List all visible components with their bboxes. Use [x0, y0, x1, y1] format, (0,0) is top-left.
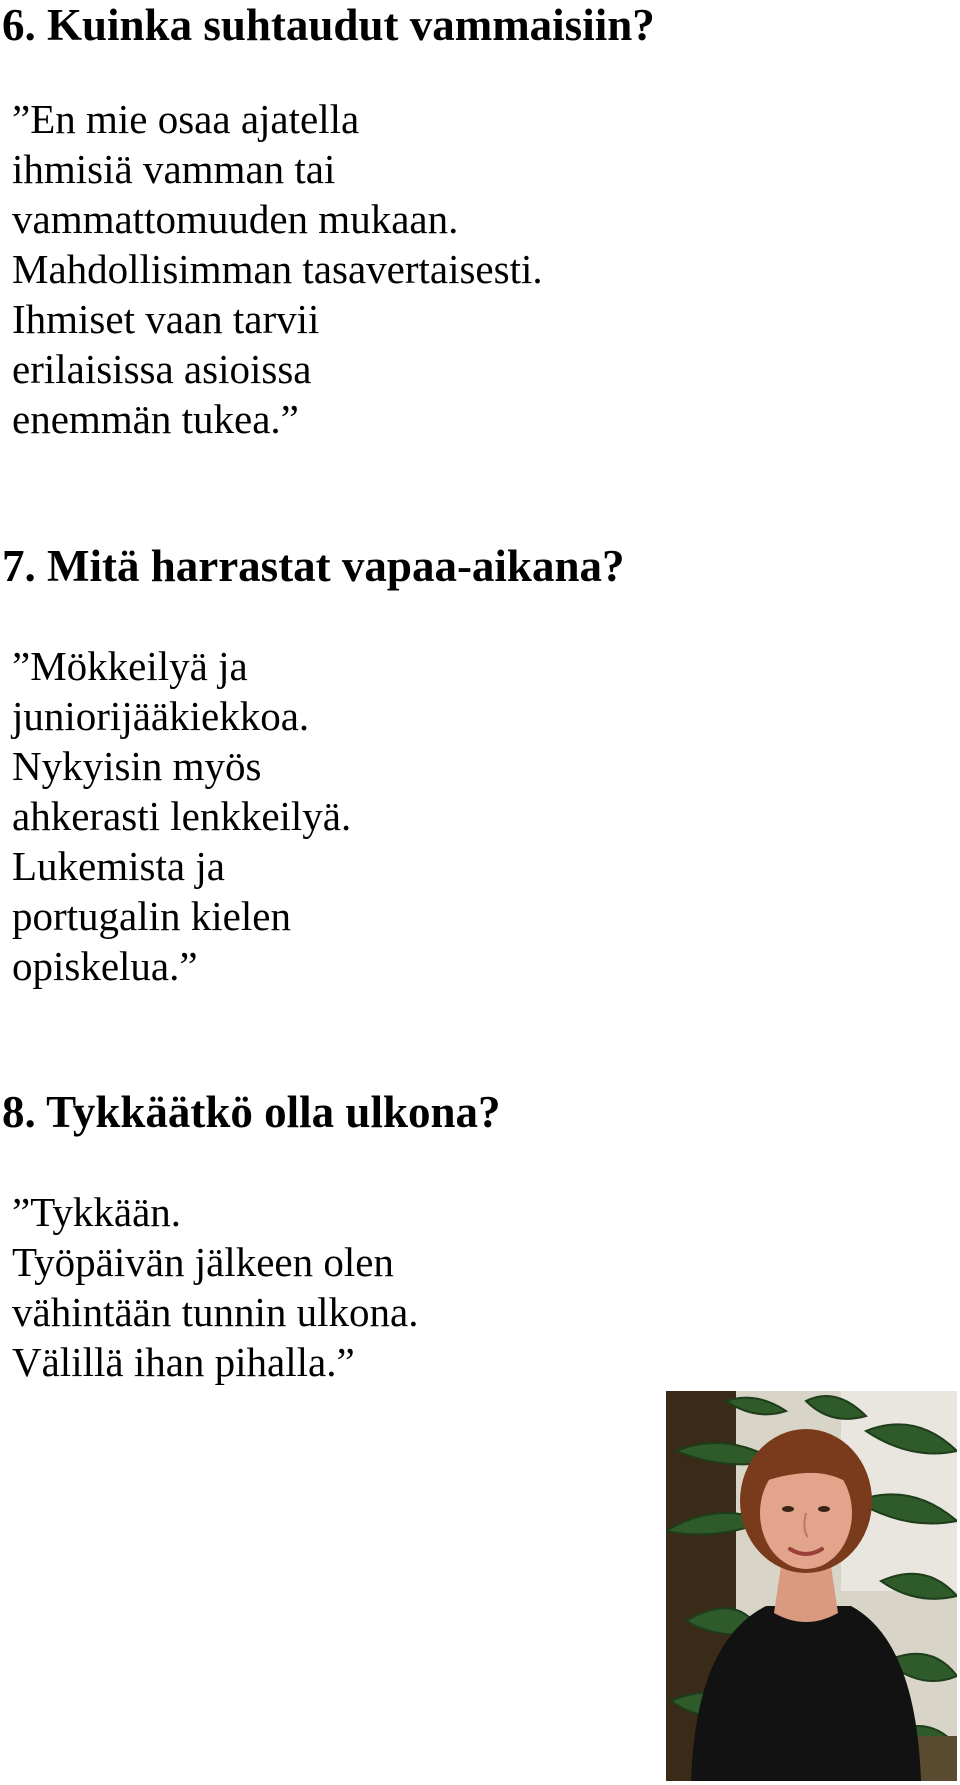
portrait-illustration	[666, 1391, 957, 1781]
answer-line: opiskelua.”	[12, 943, 198, 989]
answer-7-paragraph	[12, 641, 351, 991]
answer-line: Työpäivän jälkeen olen	[12, 1239, 394, 1285]
neck	[774, 1566, 838, 1622]
answer-line: vammattomuuden mukaan.	[12, 196, 459, 242]
question-8-heading: 8. Tykkäätkö olla ulkona?	[2, 1087, 501, 1137]
answer-line: enemmän tukea.”	[12, 396, 299, 442]
answer-line: Mahdollisimman tasavertaisesti.	[12, 246, 543, 292]
answer-line: ihmisiä vamman tai	[12, 146, 336, 192]
question-7-heading: 7. Mitä harrastat vapaa-aikana?	[2, 541, 625, 591]
answer-line: ”Tykkään.	[12, 1189, 182, 1235]
portrait-photo	[666, 1391, 957, 1781]
answer-6-paragraph	[12, 94, 543, 444]
answer-line: ”Mökkeilyä ja	[12, 643, 248, 689]
question-6-heading: 6. Kuinka suhtaudut vammaisiin?	[2, 0, 655, 50]
answer-line: vähintään tunnin ulkona.	[12, 1289, 419, 1335]
left-eye	[782, 1506, 794, 1512]
answer-line: Ihmiset vaan tarvii	[12, 296, 320, 342]
answer-line: portugalin kielen	[12, 893, 291, 939]
answer-line: ahkerasti lenkkeilyä.	[12, 793, 352, 839]
right-eye	[818, 1506, 830, 1512]
answer-line: ”En mie osaa ajatella	[12, 96, 360, 142]
answer-line: Lukemista ja	[12, 843, 225, 889]
answer-8-paragraph	[12, 1187, 419, 1387]
answer-line: erilaisissa asioissa	[12, 346, 312, 392]
answer-line: juniorijääkiekkoa.	[12, 693, 310, 739]
answer-line: Välillä ihan pihalla.”	[12, 1339, 355, 1385]
answer-line: Nykyisin myös	[12, 743, 262, 789]
